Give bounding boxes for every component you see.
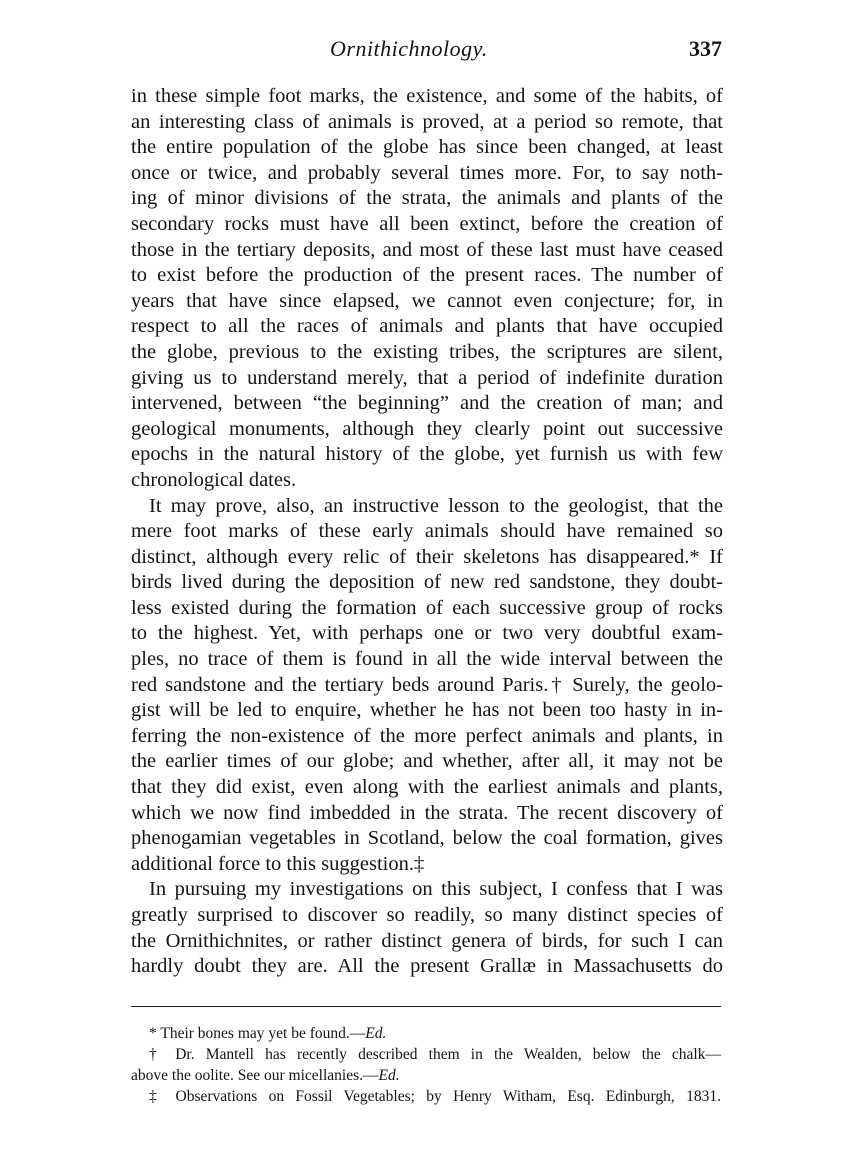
text-line: red sandstone and the tertiary beds around Paris.† Surely, the geolo- (131, 673, 723, 696)
text-line: the earlier times of our globe; and whether, after all, it may not be (131, 750, 723, 773)
text-line: to the highest. Yet, with perhaps one or two very doubtful exam- (131, 622, 723, 645)
footnote-2-line-1: † Dr. Mantell has recently described them in the Wealden, below the chalk— (149, 1046, 721, 1063)
paragraph-1 (131, 84, 723, 494)
text-line: those in the tertiary deposits, and most of these last must have ceased (131, 238, 723, 261)
running-title: Ornithichnology. (330, 36, 488, 61)
footnote-rule (131, 1006, 721, 1007)
footnote-1-text: * Their bones may yet be found.— (149, 1025, 366, 1042)
footnote-2-text: above the oolite. See our micellanies.— (131, 1067, 379, 1084)
text-line: epochs in the natural history of the globe, yet furnish us with few (131, 443, 723, 466)
text-line: that they did exist, even along with the earliest animals and plants, (131, 776, 723, 799)
text-line: ing of minor divisions of the strata, the animals and plants of the (131, 187, 723, 210)
text-line: phenogamian vegetables in Scotland, below the coal formation, gives (131, 827, 723, 850)
text-line: ferring the non-existence of the more perfect animals and plants, in (131, 724, 723, 747)
body-text (131, 84, 723, 980)
text-line: greatly surprised to discover so readily, so many distinct species of (131, 904, 723, 926)
text-line: once or twice, and probably several times more. For, to say noth- (131, 161, 723, 184)
footnote-1 (131, 1023, 721, 1044)
footnote-1-editor: Ed. (365, 1025, 387, 1042)
text-line: chronological dates. (131, 468, 297, 491)
text-line: the Ornithichnites, or rather distinct genera of birds, for such I can (131, 929, 723, 952)
text-line: intervened, between “the beginning” and the creation of man; and (131, 392, 723, 415)
text-line: ples, no trace of them is found in all the wide interval between the (131, 648, 723, 671)
text-line: secondary rocks must have all been extinct, before the creation of (131, 212, 723, 235)
text-line: geological monuments, although they clearly point out successive (131, 417, 723, 440)
text-line: the globe, previous to the existing tribes, the scriptures are silent, (131, 340, 723, 363)
page-number: 337 (689, 36, 722, 61)
text-line: which we now find imbedded in the strata. The recent discovery of (131, 801, 723, 824)
text-line: to exist before the production of the present races. The number of (131, 264, 723, 287)
text-line: an interesting class of animals is proved, at a period so remote, that (131, 110, 723, 133)
text-line: giving us to understand merely, that a period of indefinite duration (131, 366, 723, 389)
text-line: It may prove, also, an instructive lesson to the geologist, that the (149, 494, 723, 517)
footnote-3: ‡ Observations on Fossil Vegetables; by Henry Witham, Esq. Edinburgh, 1831. (149, 1088, 721, 1105)
text-line: birds lived during the deposition of new red sandstone, they doubt- (131, 571, 723, 594)
text-line: In pursuing my investigations on this subject, I confess that I was (149, 878, 723, 901)
text-line: less existed during the formation of each successive group of rocks (131, 596, 723, 619)
text-line: distinct, although every relic of their skeletons has disappeared.* If (131, 545, 723, 568)
footnote-2-line-2 (131, 1065, 721, 1086)
paragraph-2 (131, 494, 723, 878)
paragraph-3 (131, 877, 723, 979)
text-line: the entire population of the globe has since been changed, at least (131, 136, 723, 159)
text-line: in these simple foot marks, the existence, and some of the habits, of (131, 85, 723, 107)
text-line: additional force to this suggestion.‡ (131, 852, 425, 875)
text-line: hardly doubt they are. All the present Grallæ in Massachusetts do (131, 955, 723, 978)
footnotes (131, 1023, 721, 1107)
text-line: years that have since elapsed, we cannot even conjecture; for, in (131, 289, 723, 312)
text-line: respect to all the races of animals and plants that have occupied (131, 315, 723, 338)
text-line: gist will be led to enquire, whether he has not been too hasty in in- (131, 699, 723, 722)
footnote-2-editor: Ed. (378, 1067, 400, 1084)
text-line: mere foot marks of these early animals should have remained so (131, 520, 723, 543)
